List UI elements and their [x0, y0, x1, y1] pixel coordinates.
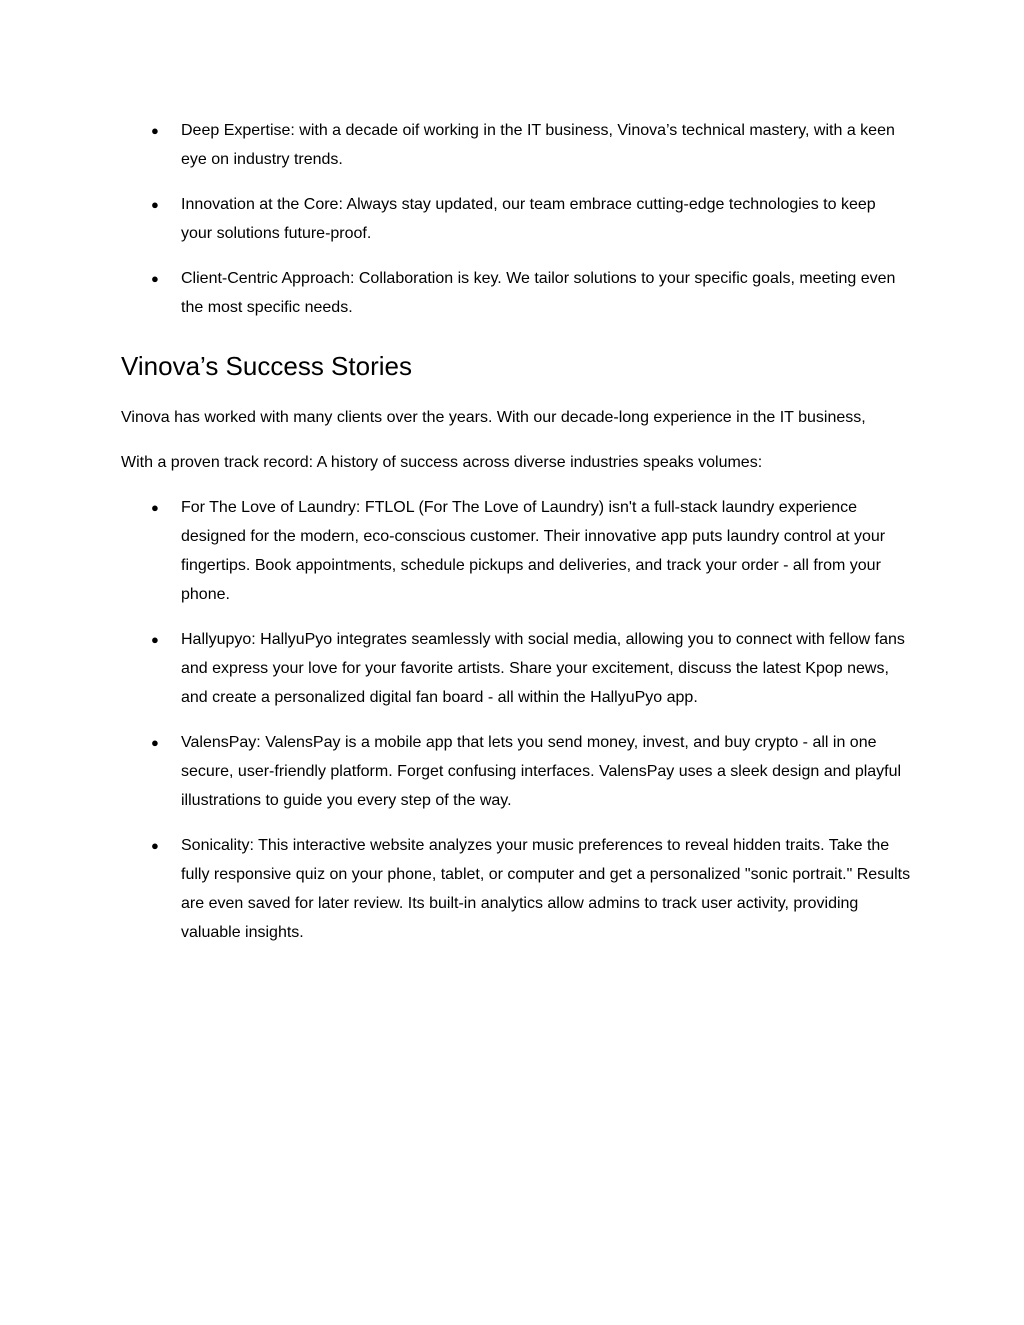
- list-item: [121, 625, 911, 712]
- list-item-text: Hallyupyo: HallyuPyo integrates seamlessly with social media, allowing you to connect with fellow fans and express your love for your favorite artists. Share your excitement, discuss the latest Kpop news, and create a personalized digital fan board - all within the HallyuPyo app.: [181, 631, 905, 706]
- list-item-text: ValensPay: ValensPay is a mobile app that lets you send money, invest, and buy crypto - all in one secure, user-friendly platform. Forget confusing interfaces. ValensPay uses a sleek design and playful illustrations to guide you every step of the way.: [181, 734, 902, 809]
- list-item: [121, 264, 911, 322]
- list-item-text: For The Love of Laundry: FTLOL (For The Love of Laundry) isn't a full-stack laundry experience designed for the modern, eco-conscious customer. Their innovative app puts laundry control at your fingertips. Book appointments, schedule pickups and deliveries, and track your order - all from your phone.: [181, 499, 886, 603]
- bullet-icon: ●: [151, 123, 159, 138]
- bullet-icon: ●: [151, 197, 159, 212]
- list-item: [121, 728, 911, 815]
- list-item-text: Deep Expertise: with a decade oif working in the IT business, Vinova’s technical mastery, with a keen eye on industry trends.: [181, 122, 895, 168]
- list-item-text: Client-Centric Approach: Collaboration is key. We tailor solutions to your specific goals, meeting even the most specific needs.: [181, 270, 896, 316]
- list-item: [121, 190, 911, 248]
- bullet-icon: ●: [151, 500, 159, 515]
- track-record-paragraph: With a proven track record: A history of success across diverse industries speaks volumes:: [121, 454, 763, 471]
- bullet-icon: ●: [151, 632, 159, 647]
- document-content: [121, 116, 911, 963]
- list-item: [121, 116, 911, 174]
- intro-bullet-list: [121, 116, 911, 322]
- list-item: [121, 831, 911, 947]
- bullet-icon: ●: [151, 838, 159, 853]
- list-item-text: Sonicality: This interactive website analyzes your music preferences to reveal hidden traits. Take the fully responsive quiz on your phone, tablet, or computer and get a personalized "sonic portrait." Results are even saved for later review. Its built-in analytics allow admins to track user activity, providing valuable insights.: [181, 837, 911, 941]
- list-item: [121, 493, 911, 609]
- bullet-icon: ●: [151, 271, 159, 286]
- bullet-icon: ●: [151, 735, 159, 750]
- list-item-text: Innovation at the Core: Always stay updated, our team embrace cutting-edge technologies to keep your solutions future-proof.: [181, 196, 876, 242]
- section-heading: Vinova’s Success Stories: [121, 351, 412, 381]
- success-stories-list: [121, 493, 911, 947]
- intro-paragraph: Vinova has worked with many clients over the years. With our decade-long experience in the IT business,: [121, 409, 866, 426]
